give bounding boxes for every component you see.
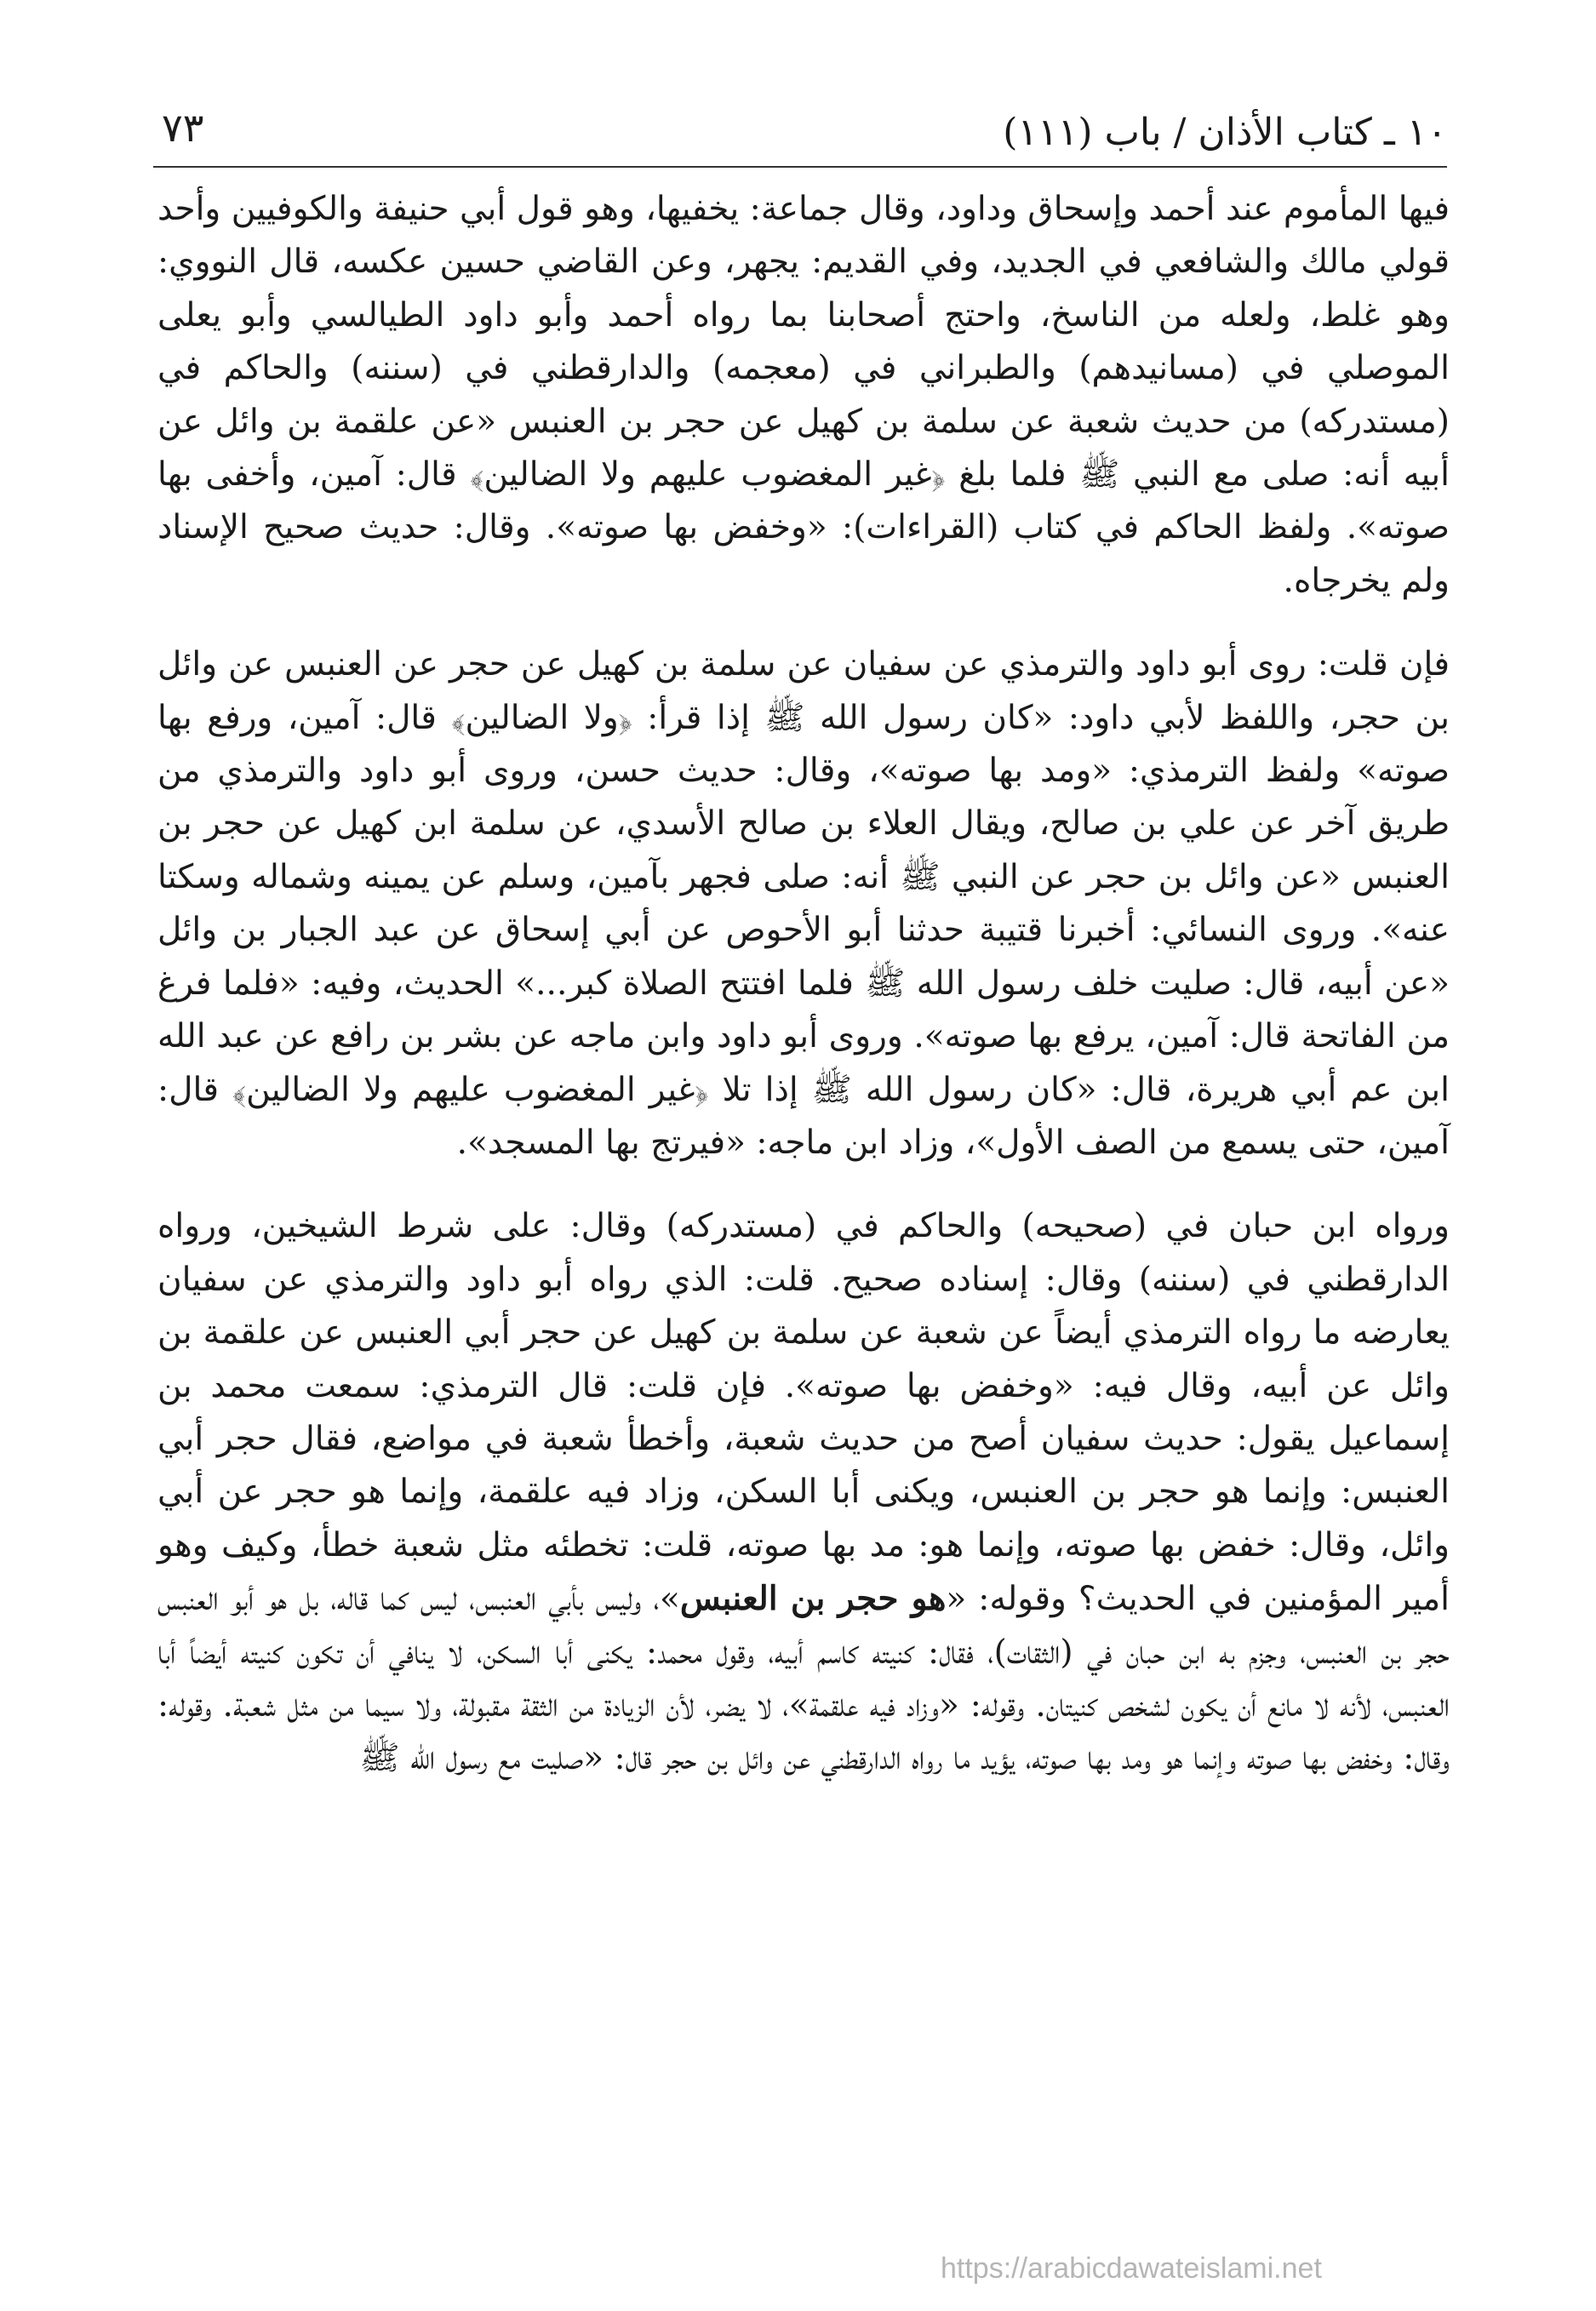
paragraph-3-text-end: »، وليس بأبي العنبس، ليس كما قاله، بل هو أبو العنبس حجر بن العنبس، وجزم به ابن حبان في (الثقات)، فقال: كنيته كاسم أبيه، وقول محمد: يكنى أبا السكن، لا ينافي أن تكون كنيته أيضاً أبا العنبس، لأنه لا مانع أن يكون لشخص كنيتان. وقوله: «وزاد فيه علقمة»، لا يضر، لأن الزيادة من الثقة مقبولة، ولا سيما من مثل شعبة. وقوله: وقال: وخفض بها صوته وإنما هو ومد بها صوته، يؤيد ما رواه الدارقطني عن وائل بن حجر قال: «صليت مع رسول الله ﷺ xyxy=(157,1580,1450,1778)
paragraph-2: فإن قلت: روى أبو داود والترمذي عن سفيان عن سلمة بن كهيل عن حجر عن العنبس عن وائل بن حجر، واللفظ لأبي داود: «كان رسول الله ﷺ إذا قرأ: ﴿ولا الضالين﴾ قال: آمين، ورفع بها صوته» ولفظ الترمذي: «ومد بها صوته»، وقال: حديث حسن، وروى أبو داود والترمذي من طريق آخر عن علي بن صالح، ويقال العلاء بن صالح الأسدي، عن سلمة ابن كهيل عن حجر بن العنبس «عن وائل بن حجر عن النبي ﷺ أنه: صلى فجهر بآمين، وسلم عن يمينه وشماله وسكتا عنه». وروى النسائي: أخبرنا قتيبة حدثنا أبو الأحوص عن أبي إسحاق عن عبد الجبار بن وائل «عن أبيه، قال: صليت خلف رسول الله ﷺ فلما افتتح الصلاة كبر...» الحديث، وفيه: «فلما فرغ من الفاتحة قال: آمين، يرفع بها صوته». وروى أبو داود وابن ماجه عن بشر بن رافع عن عبد الله ابن عم أبي هريرة، قال: «كان رسول الله ﷺ إذا تلا ﴿غير المغضوب عليهم ولا الضالين﴾ قال: آمين، حتى يسمع من الصف الأول»، وزاد ابن ماجه: «فيرتج بها المسجد». xyxy=(157,645,1450,1162)
bold-term: هو حجر بن العنبس xyxy=(679,1579,947,1619)
paragraph-3-text-start: ورواه ابن حبان في (صحيحه) والحاكم في (مستدركه) وقال: على شرط الشيخين، ورواه الدارقطني في (سننه) وقال: إسناده صحيح. قلت: الذي رواه أبو داود والترمذي عن سفيان يعارضه ما رواه الترمذي أيضاً عن شعبة عن سلمة بن كهيل عن حجر أبي العنبس عن علقمة بن وائل عن أبيه، وقال فيه: «وخفض بها صوته». فإن قلت: قال الترمذي: سمعت محمد بن إسماعيل يقول: حديث سفيان أصح من حديث شعبة، وأخطأ شعبة في مواضع، فقال حجر أبي العنبس: وإنما هو حجر بن العنبس، ويكنى أبا السكن، وزاد فيه علقمة، وإنما هو حجر عن أبي وائل، وقال: خفض بها صوته، وإنما هو: مد بها صوته، قلت: تخطئه مثل شعبة خطأ، وكيف وهو أمير المؤمنين في الحديث؟ وقوله: « xyxy=(157,1207,1450,1619)
chapter-header-title: ١٠ ـ كتاب الأذان / باب (١١١) xyxy=(1003,111,1447,154)
body-text xyxy=(157,183,1450,1786)
watermark-url: https://arabicdawateislami.net xyxy=(941,2252,1322,2285)
page-number: ٧٣ xyxy=(162,105,204,151)
paragraph-3 xyxy=(157,1200,1450,1785)
header-divider xyxy=(153,166,1447,168)
running-header xyxy=(162,100,1447,160)
paragraph-1: فيها المأموم عند أحمد وإسحاق وداود، وقال جماعة: يخفيها، وهو قول أبي حنيفة والكوفيين وأحد قولي مالك والشافعي في الجديد، وفي القديم: يجهر، وعن القاضي حسين عكسه، قال النووي: وهو غلط، ولعله من الناسخ، واحتج أصحابنا بما رواه أحمد وأبو داود الطيالسي وأبو يعلى الموصلي في (مسانيدهم) والطبراني في (معجمه) والدارقطني في (سننه) والحاكم في (مستدركه) من حديث شعبة عن سلمة بن كهيل عن حجر بن العنبس «عن علقمة بن وائل عن أبيه أنه: صلى مع النبي ﷺ فلما بلغ ﴿غير المغضوب عليهم ولا الضالين﴾ قال: آمين، وأخفى بها صوته». ولفظ الحاكم في كتاب (القراءات): «وخفض بها صوته». وقال: حديث صحيح الإسناد ولم يخرجاه. xyxy=(157,190,1450,600)
